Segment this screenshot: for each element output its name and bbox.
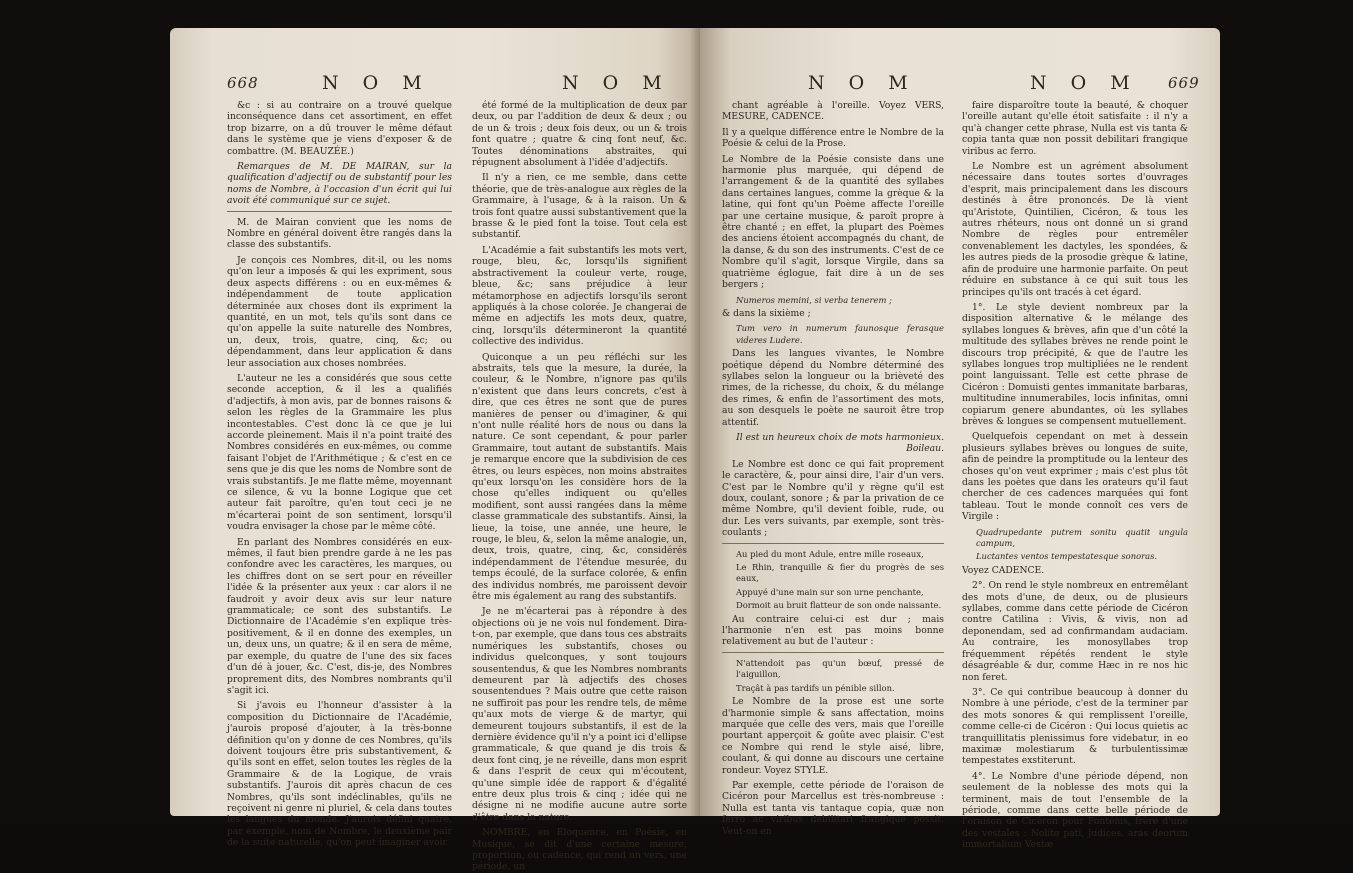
text-paragraph: 2°. On rend le style nombreux en entremêlant des mots d'une, de deux, ou de plusieurs syllabes, comme dans cette période de Cicéron contre Catilina : Vivis, & vivis, non ad deponendam, sed ad confirmandam audaciam. Au contraire, les monosyllabes trop fréquemment répétés rendent le style désagréable & dur, comme Hæc in re nos hic non feret. [962,580,1188,683]
text-paragraph: &c : si au contraire on a trouvé quelque inconséquence dans cet assortiment, en effet trop bizarre, on a dû trouver le même défaut dans le système que je viens d'exposer & de combattre. (M. BEAUZÉE.) [227,100,452,157]
text-paragraph: Le Nombre de la prose est une sorte d'harmonie simple & sans affectation, moins marquée que celle des vers, mais que l'oreille pourtant apperçoit & goûte avec plaisir. C'est ce Nombre qui rend le style aisé, libre, coulant, & qui donne au discours une certaine rondeur. Voyez STYLE. [722,696,944,776]
text-paragraph: Quelquefois cependant on met à dessein plusieurs syllabes brèves ou longues de suite, afin de peindre la promptitude ou la lenteur des choses qu'on veut exprimer ; mais c'est plus tôt dans les poètes que dans les orateurs qu'il faut chercher de ces cadences marquées qui font tableau. Tout le monde connoît ces vers de Virgile : [962,431,1188,523]
text-paragraph: Dans les langues vivantes, le Nombre poétique dépend du Nombre déterminé des syllabes selon la longueur ou la brièveté des rimes, de la richesse, du choix, & du mélange des rimes, & enfin de l'assortiment des mots, au son desquels le poète ne sauroit être trop attentif. [722,348,944,428]
text-paragraph: chant agréable à l'oreille. Voyez VERS, MESURE, CADENCE. [722,100,944,123]
text-paragraph: Il est un heureux choix de mots harmonieux. Boileau. [736,431,944,455]
text-paragraph: Voyez CADENCE. [962,564,1045,576]
right-column-1 [722,100,944,837]
left-page [170,28,700,873]
left-heading-col1: N O M [322,72,431,94]
text-paragraph: NOMBRE, en Eloquence, en Poésie, en Musique, se dit d'une certaine mesure, proportion, ou cadence, qui rend un vers, une période, un [472,827,687,873]
section-rule [227,211,452,212]
text-paragraph: Le Nombre est un agrément absolument nécessaire dans toutes sortes d'ouvrages d'esprit, mais principalement dans les discours destinés à être prononcés. De là vient qu'Aristote, Quintilien, Cicéron, & tous les autres rhéteurs, nous ont donné un si grand Nombre de règles pour entremêler convenablement les dactyles, les spondées, & les autres pieds de la prosodie grèque & latine, afin de produire une harmonie parfaite. On peut réduire en substance à ce qui suit tous les principes qu'ils ont tracés à cet égard. [962,161,1188,298]
right-running-head [700,68,1220,98]
text-paragraph: Si j'avois eu l'honneur d'assister à la composition du Dictionnaire de l'Académie, j'aurois proposé d'ajouter, à la très-bonne définition qu'on y donne de ces Nombres, qu'ils doivent toujours être pris substantivement, & qu'ils sont en effet, selon toutes les règles de la Grammaire & de la Logique, de vrais substantifs. J'aurois dit après chacun de ces Nombres, qu'ils sont indéclinables, qu'ils ne reçoivent ni genre ni pluriel, & cela dans toutes les langues du monde. J'aurois défini quatre, par exemple, nom de Nombre, le deuxième pair de la suite naturelle, qu'on peut imaginer avoir [227,700,452,849]
text-paragraph: Il n'y a rien, ce me semble, dans cette théorie, que de très-analogue aux règles de la Grammaire, à l'usage, & à la raison. Un & trois font quatre aussi substantivement que la brasse & le pied font la toise. Tout cela est substantif. [472,172,687,241]
text-paragraph: Luctantes ventos tempestatesque sonoras. [976,551,1158,562]
text-paragraph: Appuyé d'une main sur son urne penchante, [736,586,924,597]
left-heading-col2: N O M [562,72,671,94]
right-heading-col2: N O M [1030,72,1139,94]
text-paragraph: & dans la sixième ; [722,307,811,319]
text-paragraph: En parlant des Nombres considérés en eux-mêmes, il faut bien prendre garde à ne les pas confondre avec les caractères, les marques, ou les chiffres dont on se sert pour en réveiller l'idée & la présenter aux yeux : car alors il ne faudroit y avoir deux avis sur leur nature grammaticale; ce sont des substantifs. Le Dictionnaire de l'Académie s'en explique très-positivement, & il en donne des exemples, un un, deux uns, un quatre; & il en sera de même, par exemple, du quatre de l'une des six faces d'un dé à jouer, &c. C'est, dis-je, des Nombres proprement dits, des Nombres nombrants qu'il s'agit ici. [227,536,452,696]
left-column-1 [227,100,452,849]
text-paragraph: été formé de la multiplication de deux par deux, ou par l'addition de deux & deux ; ou de un & trois ; deux fois deux, ou un & trois font quatre ; quatre & cinq font neuf, &c. Toutes dénominations abstraites, qui répugnent absolument à l'idée d'adjectifs. [472,100,687,169]
text-paragraph: 4°. Le Nombre d'une période dépend, non seulement de la noblesse des mots qui la terminent, mais de tout l'ensemble de la période, comme dans cette belle période de l'oraison de Cicéron pour Fontéius, frère d'une des vestales : Nolite pati, judices, aras deorum immortalium Vestæ [962,770,1188,851]
text-paragraph: Le Nombre de la Poésie consiste dans une harmonie plus marquée, qui dépend de l'arrangement & de la quantité des syllabes dans certaines langues, comme la grèque & la latine, qui font qu'un Poème affecte l'oreille par une certaine musique, & paroît propre à être chanté ; en effet, la plupart des Poèmes des anciens étoient accompagnés du chant, de la danse, & du son des instruments. C'est de ce Nombre qu'il s'agit, lorsque Virgile, dans sa quatrième églogue, fait dire à un de ses bergers ; [722,153,944,291]
text-paragraph: Je ne m'écarterai pas à répondre à des objections où je ne vois nul fondement. Dira-t-on, par exemple, que dans tous ces abstraits numériques les substantifs, choses ou individus quelconques, y sont toujours sousentendus, & que les Nombres nombrants demeurent par là adjectifs des choses sousentendues ? Mais outre que cette raison ne suffiroit pas pour les rendre tels, de même qu'aux mots de vierge & de martyr, qui demeurent toujours substantifs, il est de la dernière évidence qu'il n'y a point ici d'ellipse grammaticale, & que quand je dis trois & deux font cinq, je ne réveille, dans mon esprit & dans l'esprit de ceux qui m'écoutent, qu'une simple idée de rapport & d'égalité entre deux plus trois & cinq ; idée qui ne désigne ni ne modifie aucune autre sorte d'être dans la nature. [472,606,687,823]
text-paragraph: L'auteur ne les a considérés que sous cette seconde acception, & il les a qualifiés d'adjectifs, à mon avis, par de bonnes raisons & selon les règles de la Grammaire les plus incontestables. C'est donc là ce que je lui accorde pleinement. Mais il n'a point traité des Nombres considérés en eux-mêmes, ou comme faisant l'objet de l'Arithmétique ; & c'est en ce sens que je dis que les noms de Nombre sont de vrais substantifs. Je me flatte même, moyennant ce silence, & vu la bonne Logique que cet auteur fait paroître, qu'en tout ceci je ne m'écarterai point de son sentiment, lorsqu'il voudra envisager la chose par le même côté. [227,372,452,533]
text-paragraph: Au pied du mont Adule, entre mille roseaux, [736,548,924,559]
text-paragraph: Tum vero in numerum faunosque ferasque videres Ludere. [736,323,944,345]
section-rule [722,652,944,653]
text-paragraph: N'attendoit pas qu'un bœuf, pressé de l'aiguillon, [736,657,944,680]
text-paragraph: Par exemple, cette période de l'oraison de Cicéron pour Marcellus est très-nombreuse : Nulla est tanta vis tantaque copia, quæ non ferro ac viribus debilitari frangique possit. Veut-on en [722,779,944,837]
text-paragraph: Le Rhin, tranquille & fier du progrès de ses eaux, [736,562,944,584]
left-column-2 [472,100,687,873]
right-page [700,28,1220,851]
text-paragraph: M. de Mairan convient que les noms de Nombre en général doivent être rangés dans la classe des substantifs. [227,216,452,251]
section-rule [722,543,944,544]
text-paragraph: Il y a quelque différence entre le Nombre de la Poésie & celui de la Prose. [722,126,944,150]
left-page-number: 668 [227,74,259,92]
text-paragraph: 1°. Le style devient nombreux par la disposition alternative & le mélange des syllabes longues & brèves, afin que d'un côté la multitude des syllabes brèves ne rende point le discours trop précipité, & que de l'autre les syllabes longues trop multipliées ne le rendent point languissant. Telle est cette phrase de Cicéron : Domuisti gentes immanitate barbaras, multitudine innumerabiles, locis infinitas, omni copiarum genere abundantes, où les syllabes brèves & longues se compensent mutuellement. [962,301,1188,427]
right-heading-col1: N O M [808,72,917,94]
text-paragraph: Traçât à pas tardifs un pénible sillon. [736,682,895,693]
text-paragraph: Au contraire celui-ci est dur ; mais l'harmonie n'en est pas moins bonne relativement au but de l'auteur : [722,613,944,648]
text-paragraph: Quadrupedante putrem sonitu quatit ungula campum, [976,526,1188,549]
text-paragraph: 3°. Ce qui contribue beaucoup à donner du Nombre à une période, c'est de la terminer par des mots sonores & qui remplissent l'oreille, comme celle-ci de Cicéron : Qui locus quietis ac tranquillitatis plenissimus fore videbatur, in eo maximæ molestiarum & turbulentissimæ tempestates exstiterunt. [962,686,1188,767]
text-paragraph: Le Nombre est donc ce qui fait proprement le caractère, &, pour ainsi dire, l'air d'un vers. C'est par le Nombre qu'il y règne qu'il est doux, coulant, sonore ; & par la privation de ce même Nombre, qu'il devient foible, rude, ou dur. Les vers suivants, par exemple, sont très-coulants ; [722,458,944,539]
text-paragraph: Remarques de M. DE MAIRAN, sur la qualification d'adjectif ou de substantif pour les noms de Nombre, à l'occasion d'un écrit qui lui avoit été communiqué sur ce sujet. [227,161,452,207]
right-page-number: 669 [1168,74,1200,92]
text-paragraph: Quiconque a un peu réfléchi sur les abstraits, tels que la mesure, la durée, la couleur, & le Nombre, n'ignore pas qu'ils n'existent que dans leurs concrets, c'est à dire, que ces êtres ne sont que de pures manières de penser ou d'imaginer, & qui n'ont nulle réalité hors de nous ou dans la nature. Ce sont cependant, & pour parler Grammaire, tout autant de substantifs. Mais je remarque encore que la subdivision de ces êtres, ou leurs espèces, non moins abstraites qu'eux lorsqu'on les considère hors de la chose qu'elles indiquent ou qu'elles modifient, sont aussi rangées dans la même classe grammaticale des substantifs. Ainsi, la lieue, la toise, une année, une heure, le rouge, le bleu, &, selon la même analogie, un, deux, trois, quatre, cinq, &c, considérés indépendamment de l'étendue mesurée, du temps écoulé, de la surface colorée, & enfin des individus nombrés, me paroissent devoir être mis également au rang des substantifs. [472,351,687,603]
text-paragraph: Dormoit au bruit flatteur de son onde naissante. [736,600,942,611]
text-paragraph: Je conçois ces Nombres, dit-il, ou les noms qu'on leur a imposés & qui les expriment, sous deux aspects différens : ou en eux-mêmes & indépendamment de toute application déterminée aux choses dont ils expriment la quantité, en un mot, tels qu'ils sont dans ce qu'on appelle la suite naturelle des Nombres, un, deux, trois, quatre, cinq, &c; ou dépendamment, dans leur application & dans leur association aux choses nombrées. [227,254,452,369]
text-paragraph: faire disparoître toute la beauté, & choquer l'oreille autant qu'elle étoit satisfaite : il n'y a qu'à changer cette phrase, Nulla est vis tanta & copia tanta quæ non possit debilitari frangique viribus ac ferro. [962,100,1188,157]
text-paragraph: L'Académie a fait substantifs les mots vert, rouge, bleu, &c, lorsqu'ils signifient abstractivement la couleur verte, rouge, bleue, &c; sans préjudice à leur métamorphose en adjectifs lorsqu'ils seront appliqués à la chose colorée. Je changerai de même en adjectifs les mots deux, quatre, cinq, lorsqu'ils détermineront la quantité collective des individus. [472,244,687,348]
left-running-head [170,68,700,98]
text-paragraph: Numeros memini, si verba tenerem ; [736,294,892,305]
right-column-2 [962,100,1188,851]
